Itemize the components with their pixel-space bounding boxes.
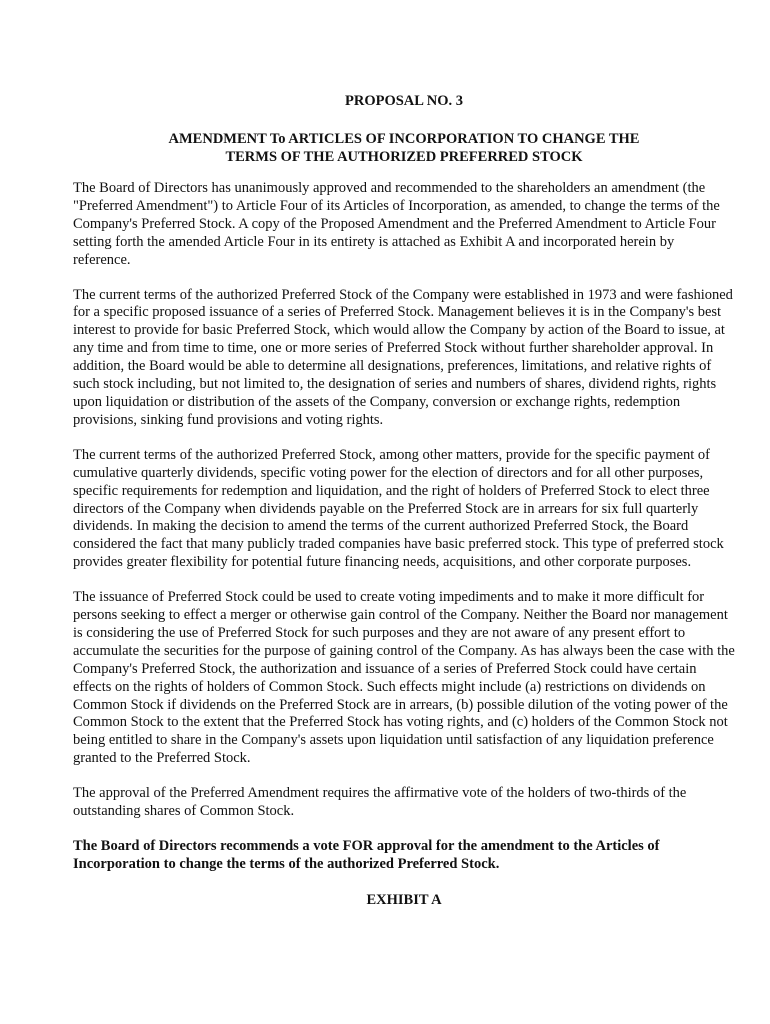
paragraph-amendment-overview: The Board of Directors has unanimously approved and recommended to the shareholders an amendment (the "Preferred Amendment") to Article Four of its Articles of Incorporation, as amended, to change the terms of the Company's Preferred Stock. A copy of the Proposed Amendment and the Preferred Amendment to Article Four setting forth the amended Article Four in its entirety is attached as Exhibit A and incorporated herein by reference.	[73, 180, 720, 268]
paragraph-vote-requirement: The approval of the Preferred Amendment requires the affirmative vote of the holders of two-thirds of the outstanding shares of Common Stock.	[73, 785, 687, 820]
exhibit-heading: EXHIBIT A	[366, 891, 442, 908]
title-line-2: TERMS OF THE AUTHORIZED PREFERRED STOCK	[225, 149, 583, 165]
paragraph-current-terms-history: The current terms of the authorized Preferred Stock of the Company were established in 1973 and were fashioned for a specific proposed issuance of a series of Preferred Stock. Management believes it is in the Company's best interest to provide for basic Preferred Stock, which would allow the Company by action of the Board to issue, at any time and from time to time, one or more series of Preferred Stock without further shareholder approval. In addition, the Board would be able to determine all designations, preferences, limitations, and relative rights of such stock including, but not limited to, the designation of series and numbers of shares, dividend rights, rights upon liquidation or distribution of the assets of the Company, conversion or exchange rights, redemption provisions, sinking fund provisions and voting rights.	[73, 286, 733, 428]
document-page	[73, 92, 735, 909]
proposal-number: PROPOSAL NO. 3	[344, 93, 464, 109]
board-recommendation: The Board of Directors recommends a vote FOR approval for the amendment to the Articles of Incorporation to change the terms of the authorized Preferred Stock.	[73, 838, 660, 872]
paragraph-issuance-effects: The issuance of Preferred Stock could be used to create voting impediments and to make it more difficult for persons seeking to effect a merger or otherwise gain control of the Company. Neither the Board nor management is considering the use of Preferred Stock for such purposes and they are not aware of any present effort to accumulate the securities for the purpose of gaining control of the Company. As has always been the case with the Company's Preferred Stock, the authorization and issuance of a series of Preferred Stock could have certain effects on the rights of holders of Common Stock. Such effects might include (a) restrictions on dividends on Common Stock if dividends on the Preferred Stock are in arrears, (b) possible dilution of the voting power of the Common Stock to the extent that the Preferred Stock has voting rights, and (c) holders of the Common Stock not being entitled to share in the Company's assets upon liquidation until satisfaction of any liquidation preference granted to the Preferred Stock.	[73, 589, 735, 767]
document-title	[73, 130, 735, 166]
paragraph-current-terms-provisions: The current terms of the authorized Preferred Stock, among other matters, provide for the specific payment of cumulative quarterly dividends, specific voting power for the election of directors and for all other purposes, specific requirements for redemption and liquidation, and the right of holders of Preferred Stock to elect three directors of the Company when dividends payable on the Preferred Stock are in arrears for six full quarterly dividends. In making the decision to amend the terms of the current authorized Preferred Stock, the Board considered the fact that many publicly traded companies have basic preferred stock. This type of preferred stock provides greater flexibility for potential future financing needs, acquisitions, and other corporate purposes.	[73, 446, 724, 571]
title-line-1: AMENDMENT To ARTICLES OF INCORPORATION TO CHANGE THE	[168, 131, 640, 147]
